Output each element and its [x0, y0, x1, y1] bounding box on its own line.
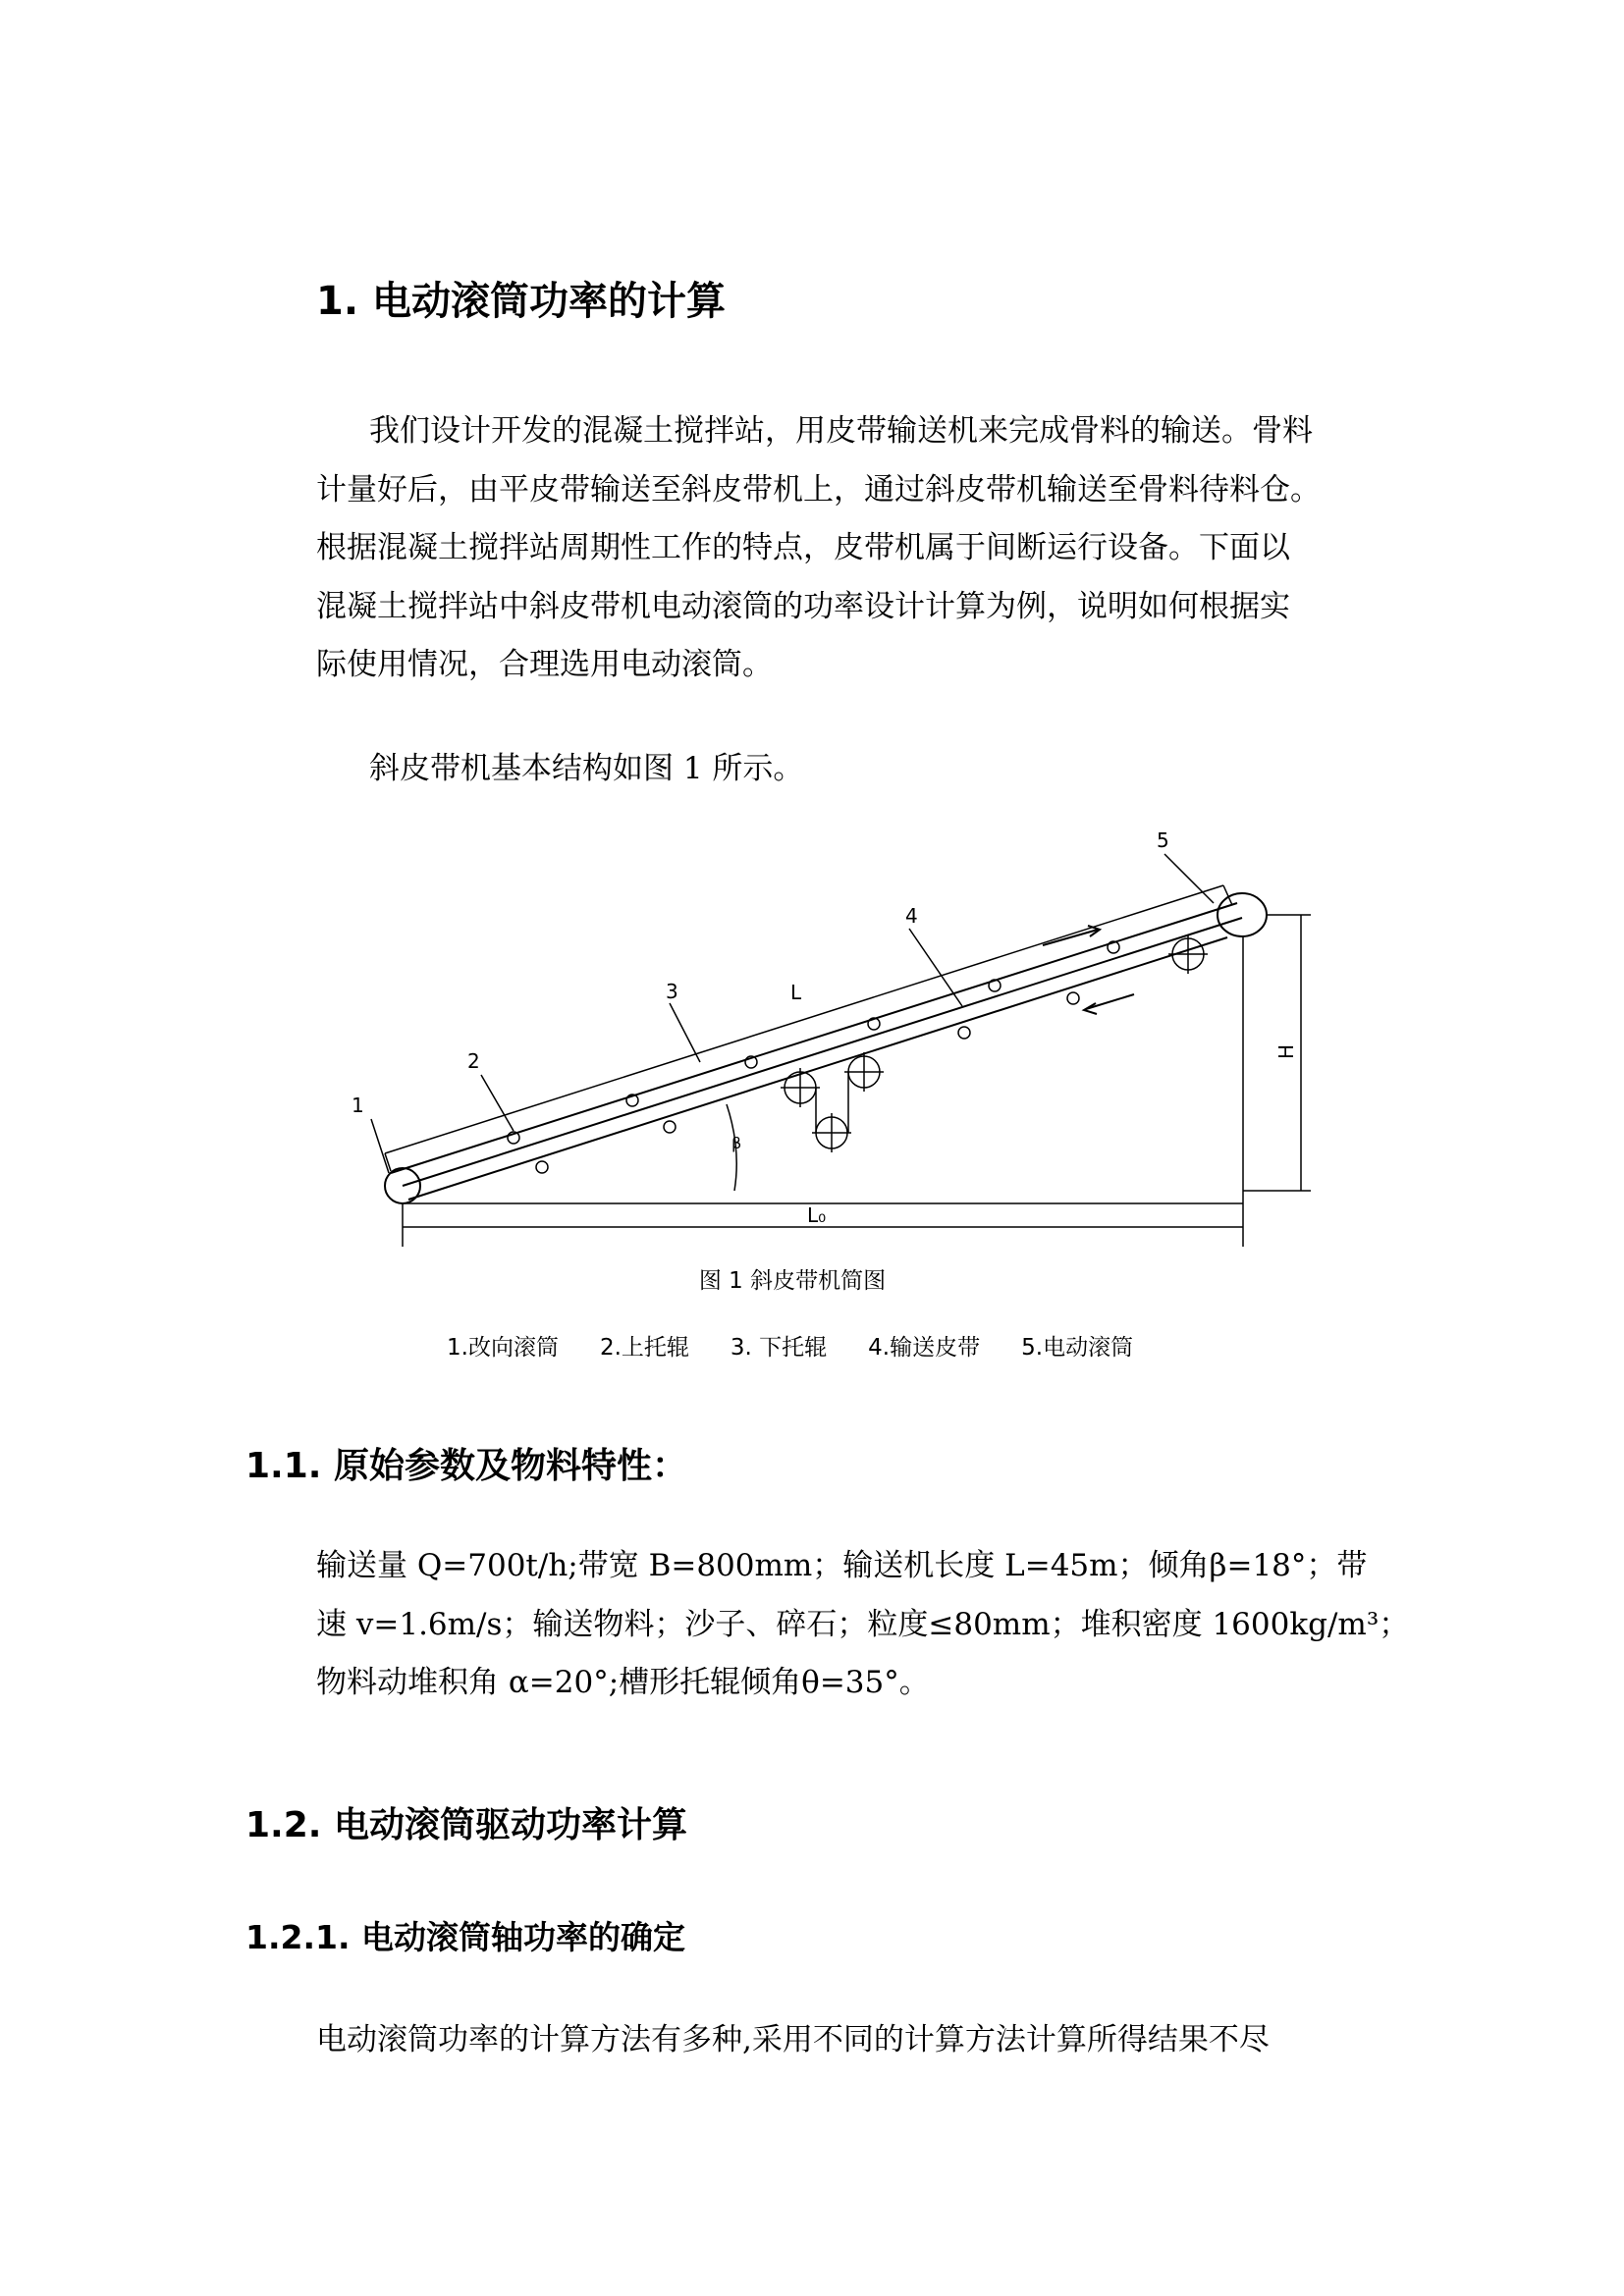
label-number-3: 3 [666, 980, 678, 1003]
paragraph-line: 我们设计开发的混凝土搅拌站，用皮带输送机来完成骨料的输送。骨料 [369, 413, 1313, 449]
lower-idler [664, 1121, 676, 1133]
figure-legend [447, 1329, 1133, 1362]
paragraph-line: 计量好后，由平皮带输送至斜皮带机上，通过斜皮带机输送至骨料待料仓。 [316, 471, 1321, 507]
label-horizontal-L0: L₀ [807, 1203, 827, 1227]
paragraph-line: 电动滚筒功率的计算方法有多种,采用不同的计算方法计算所得结果不尽 [316, 2022, 1270, 2057]
parameters-paragraph [316, 1537, 1410, 1713]
intro-paragraph [316, 402, 1386, 695]
paragraph-line: 际使用情况，合理选用电动滚筒。 [316, 647, 773, 682]
label-number-1: 1 [352, 1094, 364, 1117]
belt-lower-run [408, 937, 1227, 1200]
leader-2 [481, 1075, 514, 1131]
paragraph-line: 输送量 Q=700t/h;带宽 B=800mm；输送机长度 L=45m；倾角β=18°；带 [316, 1548, 1368, 1583]
section-title-1: 1. 电动滚筒功率的计算 [316, 279, 726, 324]
label-number-2: 2 [467, 1049, 480, 1073]
figure-caption: 图 1 斜皮带机简图 [698, 1268, 887, 1294]
legend-item: 4.输送皮带 [868, 1335, 981, 1361]
dimension-line-L [385, 885, 1223, 1153]
paragraph-line: 速 v=1.6m/s；输送物料；沙子、碎石；粒度≤80mm；堆积密度 1600kg/m³； [316, 1606, 1410, 1642]
upper-idlers [508, 941, 1119, 1144]
figure-reference-paragraph [316, 740, 1386, 799]
label-angle-beta: β [731, 1134, 742, 1152]
lower-idlers [536, 992, 1079, 1173]
label-height-H: H [1274, 1043, 1298, 1059]
inclined-belt-conveyor-diagram [344, 815, 1326, 1256]
legend-item: 1.改向滚筒 [447, 1335, 559, 1361]
paragraph-line: 斜皮带机基本结构如图 1 所示。 [369, 751, 804, 786]
legend-item: 5.电动滚筒 [1021, 1335, 1134, 1361]
label-number-4: 4 [905, 904, 918, 928]
lower-idler [536, 1161, 548, 1173]
direction-arrow-lower [1086, 994, 1134, 1009]
section-title-1-2: 1.2. 电动滚筒驱动功率计算 [245, 1805, 687, 1845]
leader-4 [909, 929, 962, 1006]
legend-item: 2.上托辊 [599, 1335, 689, 1361]
section-title-1-1: 1.1. 原始参数及物料特性： [245, 1446, 687, 1486]
section-title-1-2-1: 1.2.1. 电动滚筒轴功率的确定 [245, 1918, 685, 1956]
method-paragraph [316, 2011, 1386, 2070]
paragraph-line: 根据混凝土搅拌站周期性工作的特点，皮带机属于间断运行设备。下面以 [316, 530, 1290, 565]
direction-arrow-upper [1043, 930, 1098, 945]
lower-idler [1067, 992, 1079, 1004]
lower-idler [958, 1027, 970, 1039]
label-number-5: 5 [1157, 828, 1169, 852]
leader-3 [670, 1003, 700, 1062]
motorized-pulley [1218, 893, 1267, 936]
take-up-pulleys [781, 934, 1208, 1152]
legend-item: 3. 下托辊 [730, 1335, 828, 1361]
paragraph-line: 物料动堆积角 α=20°;槽形托辊倾角θ=35°。 [316, 1665, 930, 1700]
label-length-L: L [790, 981, 802, 1004]
leader-1 [371, 1119, 389, 1173]
paragraph-line: 混凝土搅拌站中斜皮带机电动滚筒的功率设计计算为例，说明如何根据实 [316, 588, 1290, 624]
